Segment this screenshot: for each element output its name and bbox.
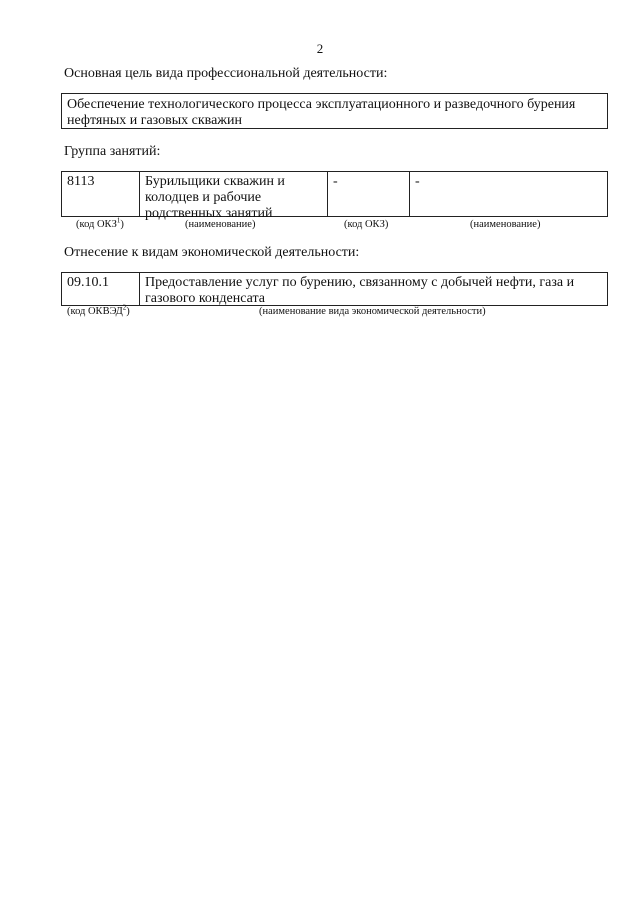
okz-code2-caption: (код ОКЗ): [344, 219, 389, 230]
okz-code-cell: 8113: [67, 174, 95, 189]
okved-name-cell: Предоставление услуг по бурению, связанному с добычей нефти, газа и газового конденсата: [145, 275, 575, 306]
goal-text: Обеспечение технологического процесса эксплуатационного и разведочного бурения нефтяных и газовых скважин: [67, 97, 576, 128]
okved-code-caption: (код ОКВЭД$^2$): [67, 303, 130, 317]
occupations-heading: Группа занятий:: [64, 144, 161, 159]
activities-heading: Отнесение к видам экономической деятельности:: [64, 245, 360, 260]
okz-code-caption: (код ОКЗ$^1$): [76, 216, 124, 230]
okved-name-caption: (наименование вида экономической деятельности): [259, 306, 486, 317]
activities-table: [61, 272, 608, 306]
goal-box: [61, 93, 608, 129]
okz-code2-cell: -: [333, 174, 338, 189]
okz-name-cell: Бурильщики скважин и колодцев и рабочие родственных занятий: [145, 174, 285, 221]
okz-name2-caption: (наименование): [470, 219, 541, 230]
okz-name2-cell: -: [415, 174, 420, 189]
page-number: 2: [316, 41, 324, 56]
occupations-table: [61, 171, 608, 221]
goal-heading: Основная цель вида профессиональной деятельности:: [64, 66, 388, 81]
okz-name-caption: (наименование): [185, 219, 256, 230]
okved-code-cell: 09.10.1: [67, 275, 109, 290]
